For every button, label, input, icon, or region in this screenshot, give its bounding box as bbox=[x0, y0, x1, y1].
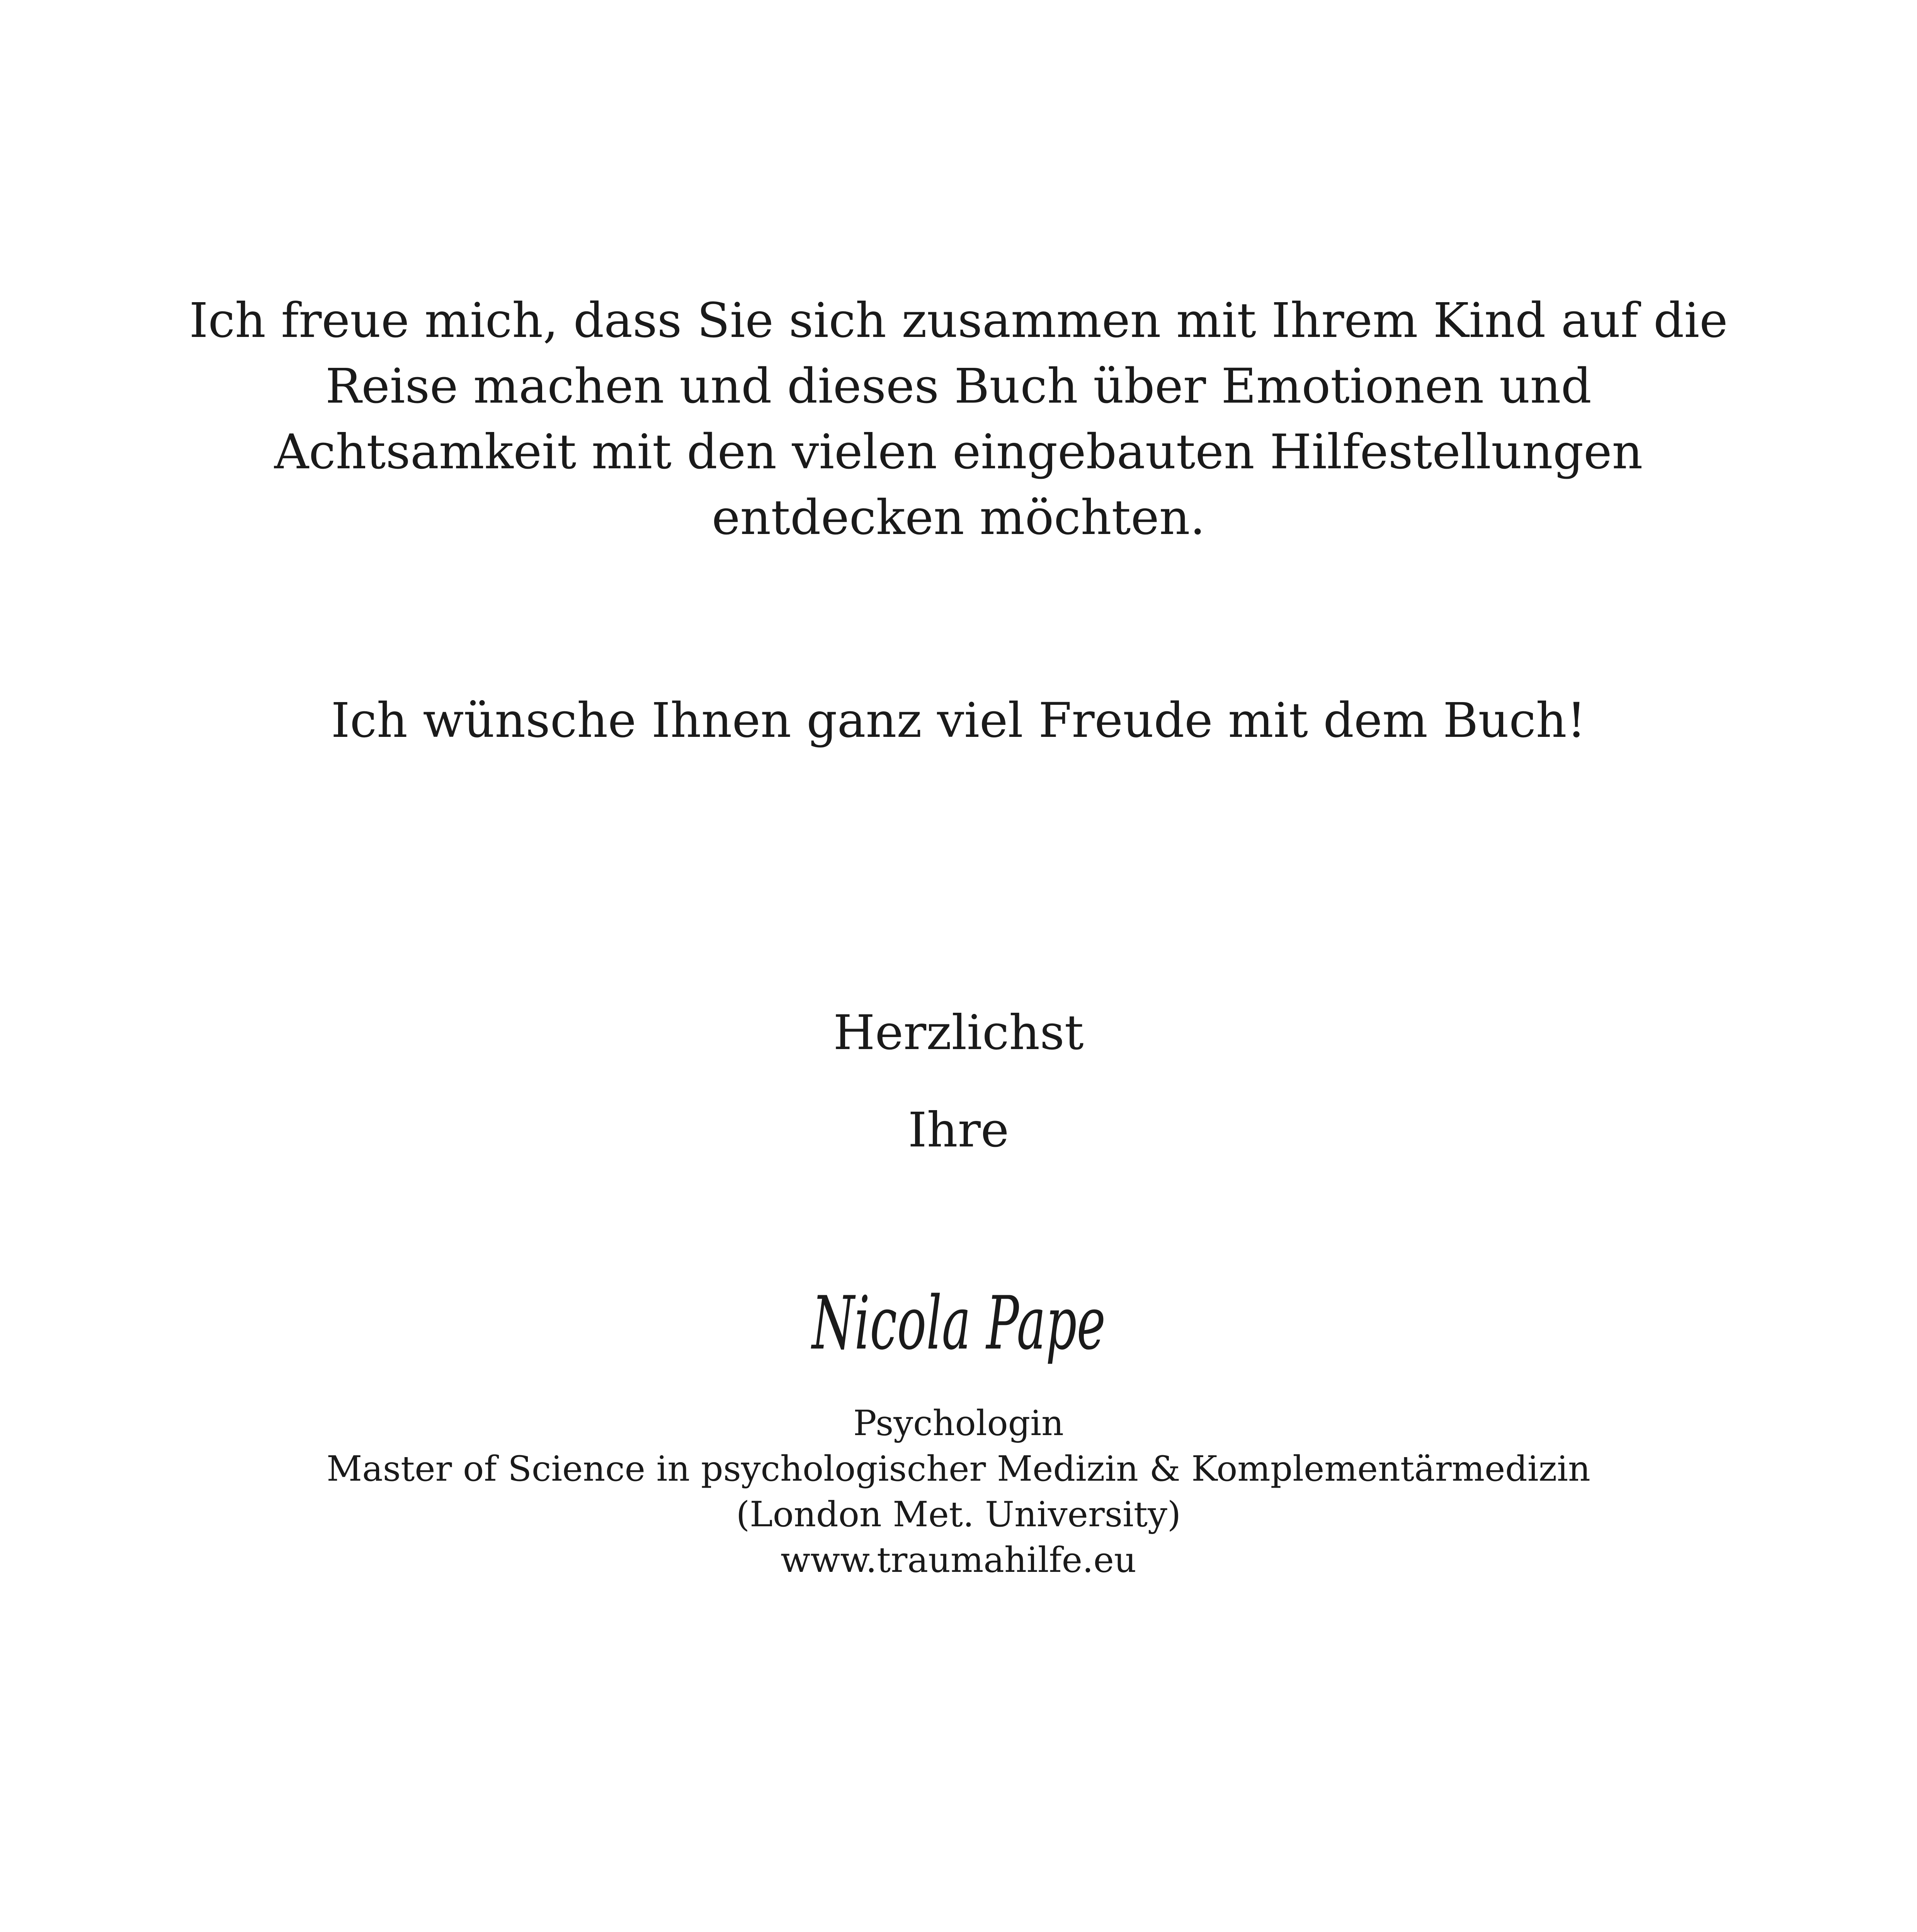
signature bbox=[0, 1271, 1917, 1387]
intro-line: Achtsamkeit mit den vielen eingebauten Hilfestellungen bbox=[274, 424, 1643, 480]
wish-line: Ich wünsche Ihnen ganz viel Freude mit dem Buch! bbox=[331, 693, 1586, 748]
credential-title: Psychologin bbox=[853, 1403, 1064, 1444]
closing-greeting: Herzlichst bbox=[833, 1005, 1084, 1061]
credential-website[interactable]: www.traumahilfe.eu bbox=[781, 1540, 1136, 1580]
intro-line: entdecken möchten. bbox=[711, 490, 1206, 546]
closing-ihre: Ihre bbox=[908, 1102, 1009, 1158]
signature-text: Nicola Pape bbox=[810, 1281, 1106, 1366]
credential-degree: Master of Science in psychologischer Medizin & Komplementärmedizin bbox=[327, 1449, 1590, 1489]
credentials bbox=[0, 1401, 1917, 1583]
intro-paragraph bbox=[0, 288, 1917, 551]
intro-line: Reise machen und dieses Buch über Emotionen und bbox=[325, 359, 1592, 414]
credential-university: (London Met. University) bbox=[736, 1494, 1181, 1535]
signature-graphic bbox=[727, 1271, 1191, 1387]
intro-line: Ich freue mich, dass Sie sich zusammen mit Ihrem Kind auf die bbox=[189, 293, 1728, 349]
